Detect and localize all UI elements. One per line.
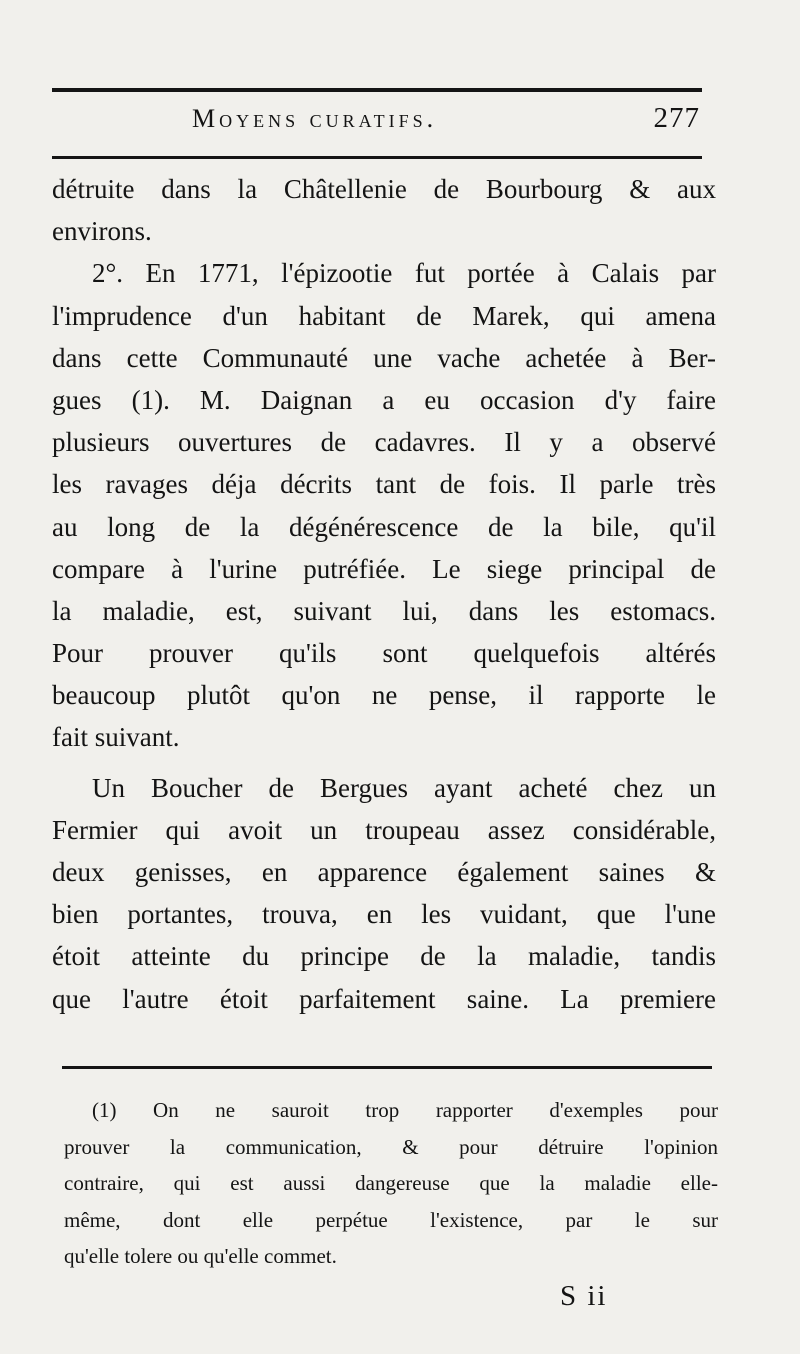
body-line: la maladie, est, suivant lui, dans les estomacs. (52, 595, 716, 626)
body-line: Pour prouver qu'ils sont quelquefois altérés (52, 638, 716, 669)
body-text (52, 168, 716, 1020)
header-bottom-rule (52, 156, 702, 159)
footnote (64, 1092, 718, 1275)
body-line: dans cette Communauté une vache achetée à Ber- (52, 342, 716, 373)
body-line: 2°. En 1771, l'épizootie fut portée à Calais par (92, 258, 716, 289)
body-line: au long de la dégénérescence de la bile, qu'il (52, 511, 716, 542)
body-line: l'imprudence d'un habitant de Marek, qui amena (52, 300, 716, 331)
body-line: gues (1). M. Daignan a eu occasion d'y faire (52, 384, 716, 415)
running-title: Moyens curatifs. (192, 104, 438, 133)
body-line: fait suivant. (52, 722, 180, 753)
body-line: environs. (52, 216, 152, 247)
body-line: deux genisses, en apparence également saines & (52, 857, 716, 887)
signature-mark: S ii (560, 1280, 608, 1312)
body-line: compare à l'urine putréfiée. Le siege principal de (52, 553, 716, 584)
body-line: étoit atteinte du principe de la maladie, tandis (52, 941, 716, 972)
body-line: détruite dans la Châtellenie de Bourbourg & aux (52, 174, 716, 204)
body-line: Un Boucher de Bergues ayant acheté chez un (92, 772, 716, 803)
footnote-line: (1) On ne sauroit trop rapporter d'exemples pour (92, 1098, 718, 1122)
paragraph-gap (52, 759, 716, 767)
body-line: Fermier qui avoit un troupeau assez considérable, (52, 814, 716, 845)
footnote-line: contraire, qui est aussi dangereuse que la maladie elle- (64, 1171, 718, 1195)
footnote-rule (62, 1066, 712, 1069)
header-top-rule (52, 88, 702, 92)
running-head (52, 100, 702, 146)
footnote-line: qu'elle tolere ou qu'elle commet. (64, 1244, 337, 1268)
page-number: 277 (653, 102, 700, 134)
body-line: beaucoup plutôt qu'on ne pense, il rapporte le (52, 680, 716, 711)
body-line: que l'autre étoit parfaitement saine. La premiere (52, 983, 716, 1014)
body-line: bien portantes, trouva, en les vuidant, que l'une (52, 899, 716, 930)
body-line: les ravages déja décrits tant de fois. Il parle très (52, 469, 716, 500)
footnote-line: prouver la communication, & pour détruire l'opinion (64, 1134, 718, 1159)
footnote-line: même, dont elle perpétue l'existence, par le sur (64, 1207, 718, 1232)
body-line: plusieurs ouvertures de cadavres. Il y a observé (52, 427, 716, 458)
